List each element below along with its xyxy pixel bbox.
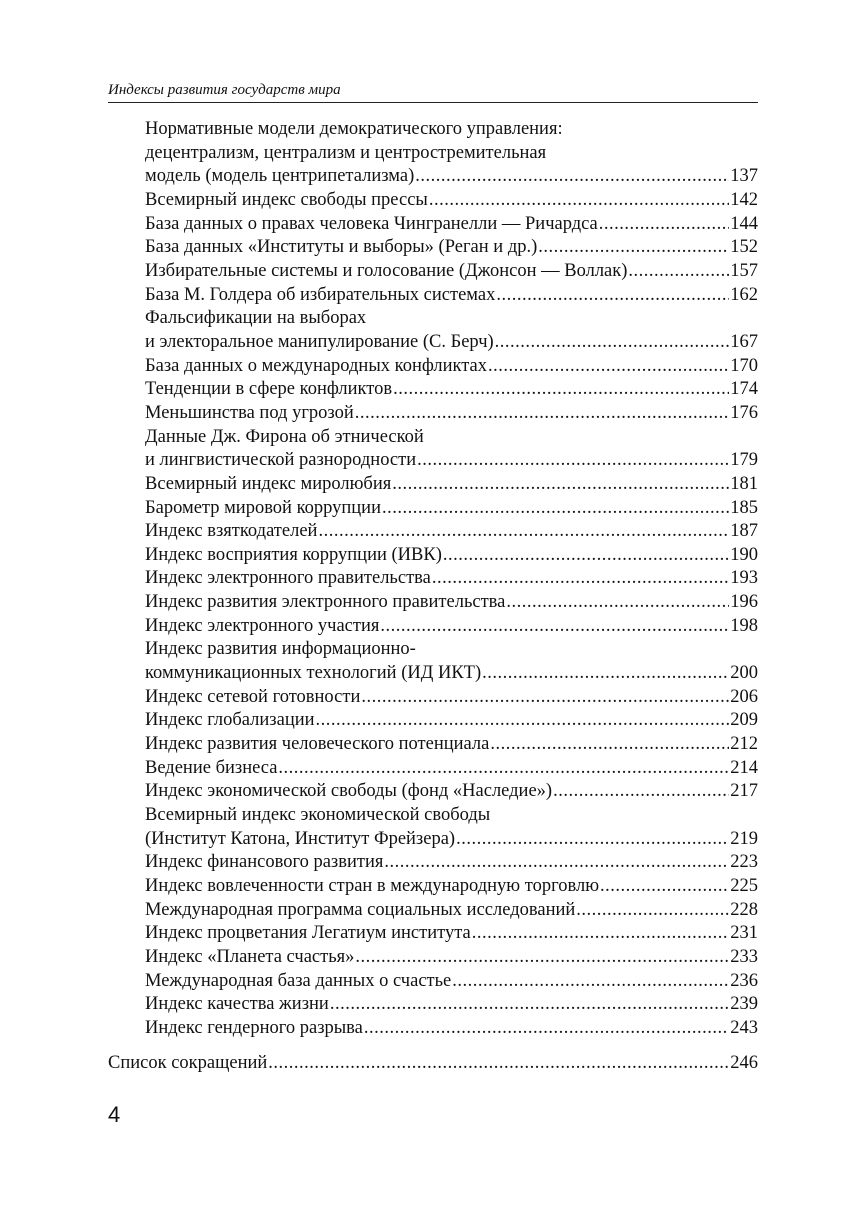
- toc-entry[interactable]: [0, 686, 857, 710]
- toc-entry-row: [0, 189, 758, 213]
- toc-entry[interactable]: [0, 473, 857, 497]
- toc-top-entry[interactable]: [0, 1052, 857, 1076]
- toc-entry-title: Индекс сетевой готовности: [145, 686, 361, 707]
- page-number: 4: [108, 1102, 121, 1127]
- dot-leader: [443, 544, 729, 568]
- toc-entry-title-line: Индекс развития информационно-: [145, 639, 416, 660]
- toc-entry[interactable]: [0, 875, 857, 899]
- toc-entry-title: Индекс развития электронного правительства: [145, 592, 506, 613]
- toc-entry[interactable]: [0, 922, 857, 946]
- toc-page-number: 187: [730, 521, 758, 542]
- toc-entry-title: и лингвистической разнородности: [145, 450, 417, 471]
- toc-entry-title: Индекс восприятия коррупции (ИВК): [145, 544, 442, 565]
- toc-entry[interactable]: [0, 378, 857, 402]
- dot-leader: [318, 520, 729, 544]
- toc-entry[interactable]: [0, 426, 857, 473]
- toc-entry[interactable]: [0, 804, 857, 851]
- toc-entry-title: Индекс вовлеченности стран в международную торговлю: [145, 876, 600, 896]
- dot-leader: [316, 709, 730, 733]
- toc-page-number: 223: [730, 852, 758, 873]
- dot-leader: [393, 378, 729, 402]
- toc-entry-title: Тенденции в сфере конфликтов: [145, 379, 393, 400]
- dot-leader: [355, 946, 729, 970]
- toc-entry-title-line: Фальсификации на выборах: [145, 308, 367, 329]
- toc-page-number: 152: [730, 237, 758, 258]
- toc-entry-title: Индекс экономической свободы (фонд «Наследие»): [145, 781, 553, 802]
- toc-entry-title-line: Данные Дж. Фирона об этнической: [145, 426, 424, 447]
- toc-entry-title: Барометр мировой коррупции: [145, 497, 381, 518]
- toc-entry-row: [0, 165, 758, 189]
- toc-page-number: 176: [730, 402, 758, 423]
- toc-page-number: 137: [730, 166, 758, 187]
- dot-leader: [361, 686, 729, 710]
- toc-page-number: 196: [730, 592, 758, 613]
- toc-entry-row: [0, 473, 758, 497]
- toc-entry[interactable]: [0, 236, 857, 260]
- toc-entry[interactable]: [0, 307, 857, 354]
- toc-entry[interactable]: [0, 520, 857, 544]
- dot-leader: [488, 355, 729, 379]
- toc-entry[interactable]: [0, 709, 857, 733]
- dot-leader: [330, 993, 729, 1017]
- dot-leader: [482, 662, 729, 686]
- toc-entry-title: Индекс взяткодателей: [145, 521, 318, 542]
- toc-entry[interactable]: [0, 993, 857, 1017]
- toc-page-number: 233: [730, 946, 758, 967]
- toc-entry-title: Индекс развития человеческого потенциала: [145, 734, 490, 755]
- toc-entry-title-line: децентрализм, централизм и центростремительная: [145, 142, 547, 163]
- dot-leader: [456, 828, 729, 852]
- dot-leader: [392, 473, 729, 497]
- toc-entry-row: [0, 520, 758, 544]
- dot-leader: [415, 165, 729, 189]
- running-header: [108, 80, 758, 103]
- toc-entry-row: [0, 875, 758, 899]
- toc-entry[interactable]: [0, 757, 857, 781]
- toc-entry-title: Всемирный индекс свободы прессы: [145, 189, 428, 210]
- toc-entry[interactable]: [0, 638, 857, 685]
- toc-entry-row: [0, 615, 758, 639]
- toc-page-number: 228: [730, 899, 758, 920]
- toc-entry[interactable]: [0, 591, 857, 615]
- toc-entry-title: коммуникационных технологий (ИД ИКТ): [145, 663, 482, 684]
- toc-entry-title: Индекс финансового развития: [145, 852, 384, 873]
- toc-page-number: 239: [730, 994, 758, 1015]
- toc-page-number: 185: [730, 497, 758, 518]
- toc-entry-row: [0, 993, 758, 1017]
- toc-page-number: 217: [730, 781, 758, 802]
- toc-page-number: 167: [730, 331, 758, 352]
- toc-entry-title-line: Нормативные модели демократического управления:: [145, 119, 563, 139]
- toc-entry-title: Список сокращений: [108, 1052, 268, 1073]
- toc-entry-row: [0, 970, 758, 994]
- toc-entry-title: Международная база данных о счастье: [145, 970, 452, 991]
- toc-entry-row: [0, 378, 758, 402]
- toc-entry-title: Всемирный индекс миролюбия: [145, 473, 392, 494]
- toc-entry[interactable]: [0, 402, 857, 426]
- toc-entry-row: [0, 709, 758, 733]
- toc-entry-title: Индекс процветания Легатиум института: [145, 923, 471, 944]
- dot-leader: [382, 497, 729, 521]
- toc-entry-title-line: Всемирный индекс экономической свободы: [145, 805, 491, 826]
- dot-leader: [496, 284, 729, 308]
- dot-leader: [553, 780, 729, 804]
- table-of-contents: [0, 118, 857, 1075]
- toc-entry[interactable]: [0, 213, 857, 237]
- dot-leader: [600, 875, 729, 899]
- toc-entry-title: Избирательные системы и голосование (Джонсон — Воллак): [145, 260, 628, 281]
- toc-entry-title: Индекс электронного правительства: [145, 568, 431, 589]
- dot-leader: [628, 260, 729, 284]
- toc-entry-title: модель (модель центрипетализма): [145, 166, 415, 187]
- toc-entry-row: [0, 1052, 758, 1076]
- toc-entry-title: Индекс качества жизни: [145, 994, 329, 1015]
- toc-entry-row: [0, 213, 758, 237]
- toc-page-number: 174: [730, 379, 758, 400]
- dot-leader: [452, 970, 729, 994]
- toc-entry-row: [0, 284, 758, 308]
- toc-entry-row: [0, 355, 758, 379]
- toc-page-number: 144: [730, 213, 758, 234]
- toc-entry-row: [0, 402, 758, 426]
- toc-entry[interactable]: [0, 284, 857, 308]
- toc-entry-title: Индекс электронного участия: [145, 615, 380, 636]
- toc-entry[interactable]: [0, 118, 857, 189]
- dot-leader: [429, 189, 729, 213]
- toc-entry-title: Индекс гендерного разрыва: [145, 1017, 363, 1038]
- dot-leader: [268, 1052, 729, 1076]
- toc-page-number: 190: [730, 544, 758, 565]
- dot-leader: [278, 757, 729, 781]
- toc-entry[interactable]: [0, 780, 857, 804]
- toc-entry-title: Международная программа социальных исследований: [145, 899, 576, 920]
- toc-entry-row: [0, 828, 758, 852]
- toc-entry-title: База данных «Институты и выборы» (Реган и др.): [145, 237, 538, 258]
- toc-page-number: 142: [730, 189, 758, 210]
- toc-entry-title: База данных о правах человека Чингранелли — Ричардса: [145, 213, 598, 234]
- toc-page-number: 246: [730, 1052, 758, 1073]
- dot-leader: [355, 402, 729, 426]
- toc-entry-title: Ведение бизнеса: [145, 757, 278, 778]
- toc-entry-title: Индекс «Планета счастья»: [145, 946, 355, 967]
- toc-entry-row: [0, 851, 758, 875]
- toc-entry-row: [0, 1017, 758, 1041]
- toc-entry-row: [0, 236, 758, 260]
- dot-leader: [599, 213, 729, 237]
- toc-entry-row: [0, 946, 758, 970]
- dot-leader: [472, 922, 730, 946]
- dot-leader: [380, 615, 729, 639]
- dot-leader: [490, 733, 729, 757]
- toc-page-number: 243: [730, 1017, 758, 1038]
- toc-entry-row: [0, 686, 758, 710]
- toc-entry[interactable]: [0, 899, 857, 923]
- toc-entry-row: [0, 591, 758, 615]
- toc-entry[interactable]: [0, 851, 857, 875]
- toc-page-number: 214: [730, 757, 758, 778]
- toc-entry[interactable]: [0, 189, 857, 213]
- toc-page-number: 198: [730, 615, 758, 636]
- dot-leader: [417, 449, 729, 473]
- toc-entry[interactable]: [0, 1017, 857, 1041]
- dot-leader: [364, 1017, 729, 1041]
- toc-page-number: 236: [730, 970, 758, 991]
- dot-leader: [506, 591, 729, 615]
- toc-entry[interactable]: [0, 260, 857, 284]
- dot-leader: [538, 236, 729, 260]
- dot-leader: [432, 567, 729, 591]
- toc-page-number: 225: [730, 876, 758, 896]
- toc-page-number: 209: [730, 710, 758, 731]
- running-title: Индексы развития государств мира: [108, 82, 341, 98]
- toc-entry-row: [0, 780, 758, 804]
- toc-page-number: 157: [730, 260, 758, 281]
- toc-entry-row: [0, 331, 758, 355]
- toc-entry[interactable]: [0, 733, 857, 757]
- toc-entry-row: [0, 733, 758, 757]
- toc-entry-title: Меньшинства под угрозой: [145, 402, 354, 423]
- toc-entry-row: [0, 757, 758, 781]
- toc-page-number: 200: [730, 663, 758, 684]
- toc-entry-row: [0, 899, 758, 923]
- toc-entry[interactable]: [0, 355, 857, 379]
- toc-page-number: 193: [730, 568, 758, 589]
- toc-page-number: 219: [730, 828, 758, 849]
- toc-page-number: 181: [730, 473, 758, 494]
- toc-entry[interactable]: [0, 567, 857, 591]
- toc-entry-title: (Институт Катона, Институт Фрейзера): [145, 828, 456, 849]
- toc-entry-row: [0, 497, 758, 521]
- toc-entry-row: [0, 567, 758, 591]
- toc-page-number: 170: [730, 355, 758, 376]
- toc-entry[interactable]: [0, 946, 857, 970]
- dot-leader: [495, 331, 730, 355]
- dot-leader: [576, 899, 729, 923]
- toc-entry-title: и электоральное манипулирование (С. Берч): [145, 331, 494, 352]
- toc-entry-row: [0, 449, 758, 473]
- dot-leader: [384, 851, 729, 875]
- toc-entry-row: [0, 662, 758, 686]
- toc-entry-title: База М. Голдера об избирательных системах: [145, 284, 496, 305]
- toc-page-number: 179: [730, 450, 758, 471]
- toc-entry-title: Индекс глобализации: [145, 710, 315, 731]
- toc-entry-row: [0, 260, 758, 284]
- toc-page-number: 231: [730, 923, 758, 944]
- toc-entry-row: [0, 922, 758, 946]
- toc-entry[interactable]: [0, 970, 857, 994]
- toc-entry[interactable]: [0, 544, 857, 568]
- toc-entry-row: [0, 544, 758, 568]
- toc-entry[interactable]: [0, 497, 857, 521]
- toc-page-number: 206: [730, 686, 758, 707]
- toc-page-number: 162: [730, 284, 758, 305]
- toc-page-number: 212: [730, 734, 758, 755]
- toc-entry-title: База данных о международных конфликтах: [145, 355, 488, 376]
- toc-entry[interactable]: [0, 615, 857, 639]
